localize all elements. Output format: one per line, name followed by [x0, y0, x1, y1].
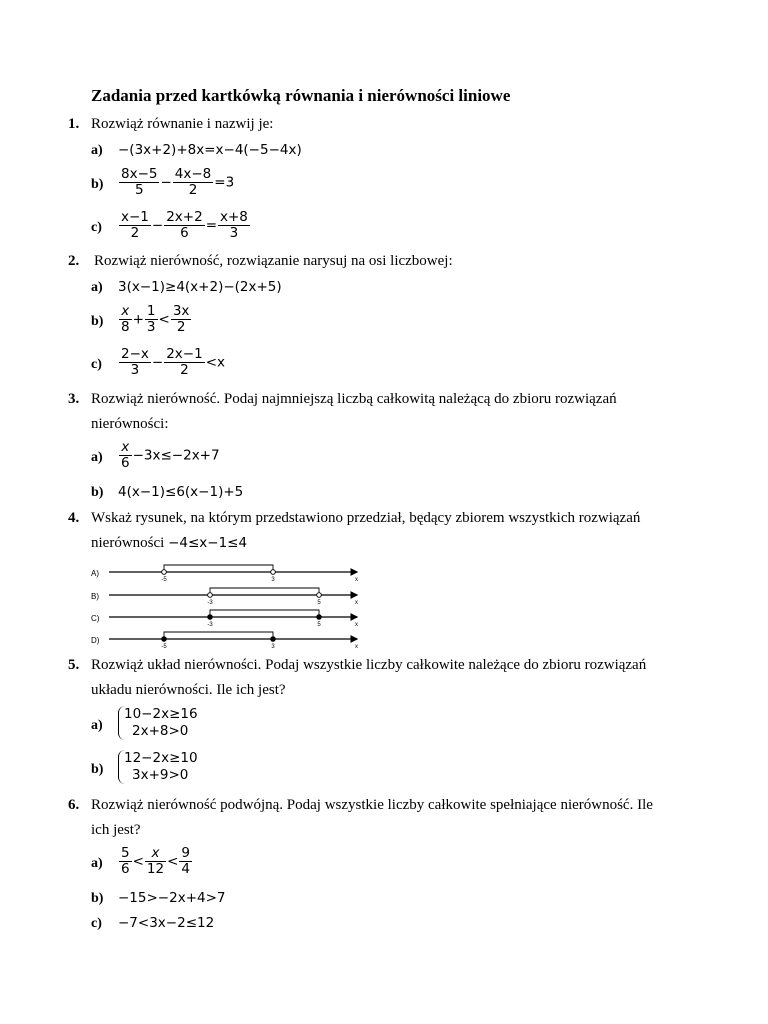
- number-line-options: [91, 558, 371, 650]
- task3b-label: b): [91, 485, 104, 500]
- task4-number: 4.: [68, 510, 80, 526]
- task6b-expression: −15>−2x+4>7: [118, 890, 226, 906]
- task4-text-line2: nierówności −4≤x−1≤4: [91, 535, 248, 551]
- task1b-expression: $\frac{8x-5}{5}$ − $\frac{4x-8}{2}$ =3: [121, 166, 235, 198]
- axis-variable-label: x: [355, 622, 358, 628]
- fraction: $\frac{9}{4}$: [181, 845, 190, 877]
- task1-text: Rozwiąż równanie i nazwij je:: [91, 116, 274, 132]
- task5-text-line1: Rozwiąż układ nierówności. Podaj wszystkie liczby całkowite należące do zbioru rozwiązań: [91, 657, 647, 673]
- number-lines-svg: [91, 558, 371, 650]
- task5a-system: [118, 706, 198, 740]
- task3-text-line1: Rozwiąż nierówność. Podaj najmniejszą liczbą całkowitą należącą do zbioru rozwiązań: [91, 391, 617, 407]
- task2c-label: c): [91, 357, 102, 372]
- fraction: $\frac{x}{6}$: [121, 439, 130, 471]
- tick-label: -5: [161, 577, 167, 583]
- task2c-expression: $\frac{2-x}{3}$ − $\frac{2x-1}{2}$ <x: [121, 346, 225, 378]
- tick-label: 5: [317, 600, 321, 606]
- worksheet-title: Zadania przed kartkówką równania i nierówności liniowe: [91, 86, 511, 105]
- open-endpoint: [271, 570, 276, 575]
- task1a-expression: −(3x+2)+8x=x−4(−5−4x): [118, 142, 302, 158]
- tick-label: 3: [271, 577, 275, 583]
- fraction: $\frac{2-x}{3}$: [121, 346, 149, 378]
- axis-variable-label: x: [355, 644, 358, 650]
- task5-text-line2: układu nierówności. Ile ich jest?: [91, 682, 286, 698]
- tick-label: -3: [207, 622, 213, 628]
- tick-label: 3: [271, 644, 275, 650]
- task1c-expression: $\frac{x-1}{2}$ − $\frac{2x+2}{6}$ = $\frac{x+8}{3}$: [121, 209, 248, 241]
- open-endpoint: [162, 570, 167, 575]
- task6-number: 6.: [68, 797, 80, 813]
- task3a-expression: $\frac{x}{6}$ −3x≤−2x+7: [121, 439, 220, 471]
- option-label: B): [91, 592, 99, 601]
- task6b-label: b): [91, 891, 104, 906]
- task6a-expression: $\frac{5}{6}$ < $\frac{x}{12}$ < $\frac{9}{4}$: [121, 845, 190, 877]
- task5b-system: [118, 750, 198, 784]
- fraction: $\frac{x-1}{2}$: [121, 209, 149, 241]
- task2-number: 2.: [68, 253, 80, 269]
- task4-text-line1: Wskaż rysunek, na którym przedstawiono przedział, będący zbiorem wszystkich rozwiązań: [91, 510, 641, 526]
- task6c-expression: −7<3x−2≤12: [118, 915, 215, 931]
- brace-system: 10−2x≥16 2x+8>0: [118, 706, 198, 740]
- task3b-expression: 4(x−1)≤6(x−1)+5: [118, 484, 244, 500]
- closed-endpoint: [208, 615, 213, 620]
- task5a-label: a): [91, 718, 103, 733]
- fraction: $\frac{1}{3}$: [146, 303, 156, 335]
- fraction: $\frac{8x-5}{5}$: [121, 166, 158, 198]
- option-label: D): [91, 636, 100, 645]
- open-endpoint: [208, 593, 213, 598]
- tick-label: -5: [161, 644, 167, 650]
- fraction: $\frac{4x-8}{2}$: [174, 166, 212, 198]
- brace-system: 12−2x≥10 3x+9>0: [118, 750, 198, 784]
- closed-endpoint: [162, 637, 167, 642]
- fraction: $\frac{x+8}{3}$: [220, 209, 248, 241]
- task2a-expression: 3(x−1)≥4(x+2)−(2x+5): [118, 279, 282, 295]
- fraction: $\frac{2x+2}{6}$: [166, 209, 203, 241]
- task2-text: Rozwiąż nierówność, rozwiązanie narysuj na osi liczbowej:: [94, 253, 453, 269]
- task1a-label: a): [91, 143, 103, 158]
- fraction: $\frac{3x}{2}$: [172, 303, 190, 335]
- fraction: $\frac{2x-1}{2}$: [166, 346, 203, 378]
- fraction: $\frac{5}{6}$: [121, 845, 130, 877]
- task2b-label: b): [91, 314, 104, 329]
- task4-inequality: −4≤x−1≤4: [168, 535, 248, 551]
- interval-bracket: [210, 588, 319, 595]
- task1-number: 1.: [68, 116, 80, 132]
- task1b-label: b): [91, 177, 104, 192]
- task6-text-line1: Rozwiąż nierówność podwójną. Podaj wszystkie liczby całkowite spełniające nierówność. Ile: [91, 797, 653, 813]
- task3-text-line2: nierówności:: [91, 416, 169, 432]
- task5b-label: b): [91, 762, 104, 777]
- closed-endpoint: [271, 637, 276, 642]
- open-endpoint: [317, 593, 322, 598]
- option-label: C): [91, 614, 100, 623]
- task3a-label: a): [91, 450, 103, 465]
- interval-bracket: [164, 565, 273, 572]
- closed-endpoint: [317, 615, 322, 620]
- interval-bracket: [164, 632, 273, 639]
- tick-label: -3: [207, 600, 213, 606]
- task6c-label: c): [91, 916, 102, 931]
- option-label: A): [91, 569, 99, 578]
- axis-variable-label: x: [355, 600, 358, 606]
- task2a-label: a): [91, 280, 103, 295]
- task2b-expression: $\frac{x}{8}$ + $\frac{1}{3}$ < $\frac{3x}{2}$: [121, 303, 190, 335]
- task6-text-line2: ich jest?: [91, 822, 141, 838]
- task6a-label: a): [91, 856, 103, 871]
- task1c-label: c): [91, 220, 102, 235]
- axis-variable-label: x: [355, 577, 358, 583]
- tick-label: 5: [317, 622, 321, 628]
- fraction: $\frac{x}{12}$: [146, 845, 165, 877]
- task3-number: 3.: [68, 391, 80, 407]
- fraction: $\frac{x}{8}$: [121, 303, 130, 335]
- task5-number: 5.: [68, 657, 80, 673]
- interval-bracket: [210, 610, 319, 617]
